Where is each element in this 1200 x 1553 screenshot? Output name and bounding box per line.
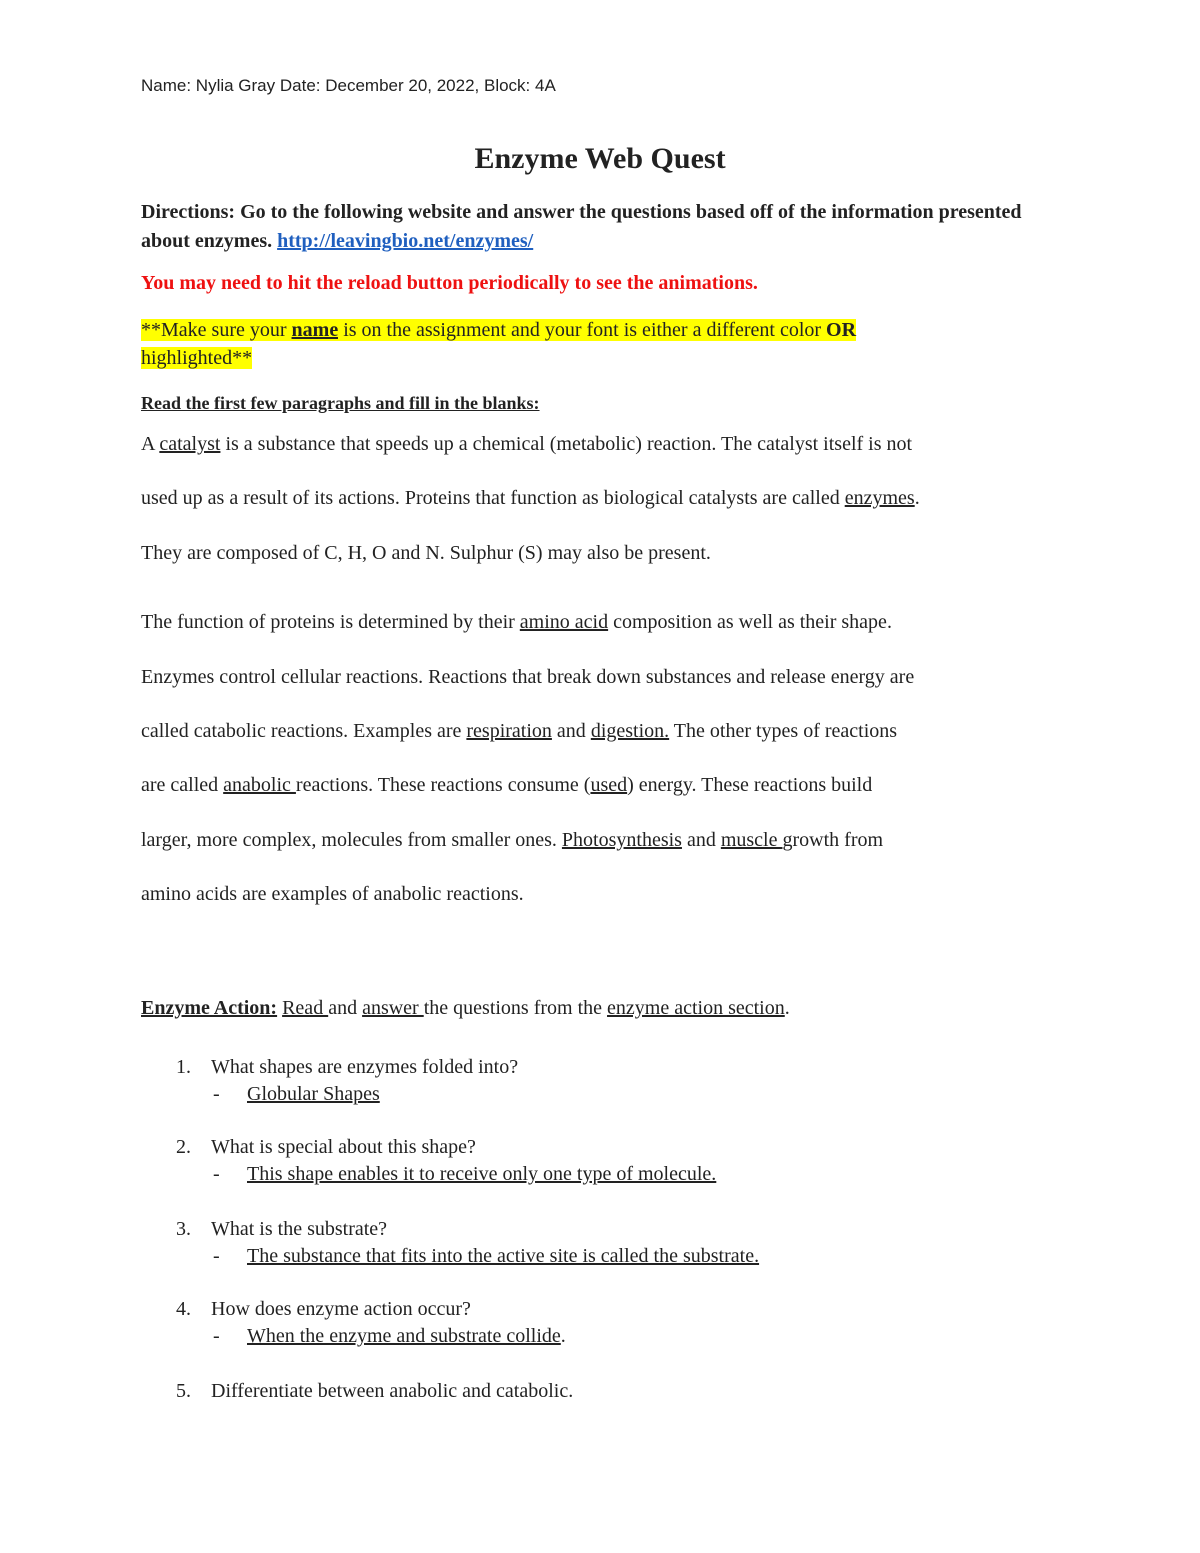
enzyme-action-heading: Enzyme Action: [141,997,278,1019]
blank-photosynthesis: Photosynthesis [561,829,682,851]
fill-blanks-heading: Read the first few paragraphs and fill in the blanks: [141,393,540,413]
blank-catalyst: catalyst [159,433,221,455]
answer-dash: - [213,1083,220,1105]
question-text: How does enzyme action occur? [211,1298,471,1320]
answer-text: The substance that fits into the active site is called the substrate. [247,1245,760,1267]
highlight-middle: is on the assignment and your font is either a different color [343,319,822,341]
p1-line-3: They are composed of C, H, O and N. Sulphur (S) may also be present. [141,542,711,564]
p1-line-2: used up as a result of its actions. Proteins that function as biological catalysts are called enzymes. [141,487,920,509]
blank-digestion: digestion. [590,720,670,742]
directions-paragraph [141,198,1071,256]
reload-note: You may need to hit the reload button periodically to see the animations. [141,272,758,294]
question-text: Differentiate between anabolic and catabolic. [211,1380,574,1402]
question-text: What shapes are enzymes folded into? [211,1056,519,1078]
p2-line-5: larger, more complex, molecules from smaller ones. Photosynthesis and muscle growth from [141,829,884,851]
blank-amino-acid: amino acid [519,611,609,633]
question-number: 5. [176,1380,191,1402]
p2-line-2: Enzymes control cellular reactions. Reactions that break down substances and release energy are [141,666,915,688]
question-number: 3. [176,1218,191,1240]
p1-line-1: A catalyst is a substance that speeds up a chemical (metabolic) reaction. The catalyst itself is not [141,433,913,455]
p2-line-1: The function of proteins is determined by their amino acid composition as well as their shape. [141,611,892,633]
highlight-name-word: name [291,319,339,341]
answer-text: This shape enables it to receive only one type of molecule. [247,1163,717,1185]
answer-dash: - [213,1245,220,1267]
p2-line-3: called catabolic reactions. Examples are respiration and digestion. The other types of reactions [141,720,898,742]
blank-enzymes: enzymes [844,487,915,509]
directions-label: Directions: [141,201,236,223]
blank-respiration: respiration [466,720,552,742]
enzyme-action-section: enzyme action section [607,997,785,1019]
page-title: Enzyme Web Quest [474,142,726,175]
highlight-note [141,316,1071,372]
directions-text: Go to the following website and answer the questions based off of the information presented about enzymes. [141,201,1022,252]
enzymes-website-link[interactable]: http://leavingbio.net/enzymes/ [277,230,534,252]
blank-muscle: muscle [720,829,783,851]
highlight-prefix: **Make sure your [141,319,287,341]
enzyme-action-read: Read [282,997,329,1019]
highlight-suffix: highlighted** [141,347,253,369]
blank-anabolic: anabolic [223,774,296,796]
question-number: 4. [176,1298,191,1320]
student-info-line [141,76,1071,96]
question-number: 2. [176,1136,191,1158]
p2-line-6: amino acids are examples of anabolic reactions. [141,883,524,905]
highlight-or-word: OR [826,319,857,341]
answer-dash: - [213,1163,220,1185]
blank-used: used [590,774,628,796]
answer-dash: - [213,1325,220,1347]
answer-text: When the enzyme and substrate collide. [247,1325,566,1347]
answer-text: Globular Shapes [247,1083,380,1105]
question-text: What is special about this shape? [211,1136,476,1158]
question-text: What is the substrate? [211,1218,388,1240]
enzyme-action-answer: answer [362,997,424,1019]
question-number: 1. [176,1056,191,1078]
enzyme-action-instructions: Enzyme Action: Read and answer the questions from the enzyme action section. [141,997,790,1019]
p2-line-4: are called anabolic reactions. These reactions consume (used) energy. These reactions build [141,774,873,796]
student-info-text: Name: Nylia Gray Date: December 20, 2022, Block: 4A [141,76,556,95]
